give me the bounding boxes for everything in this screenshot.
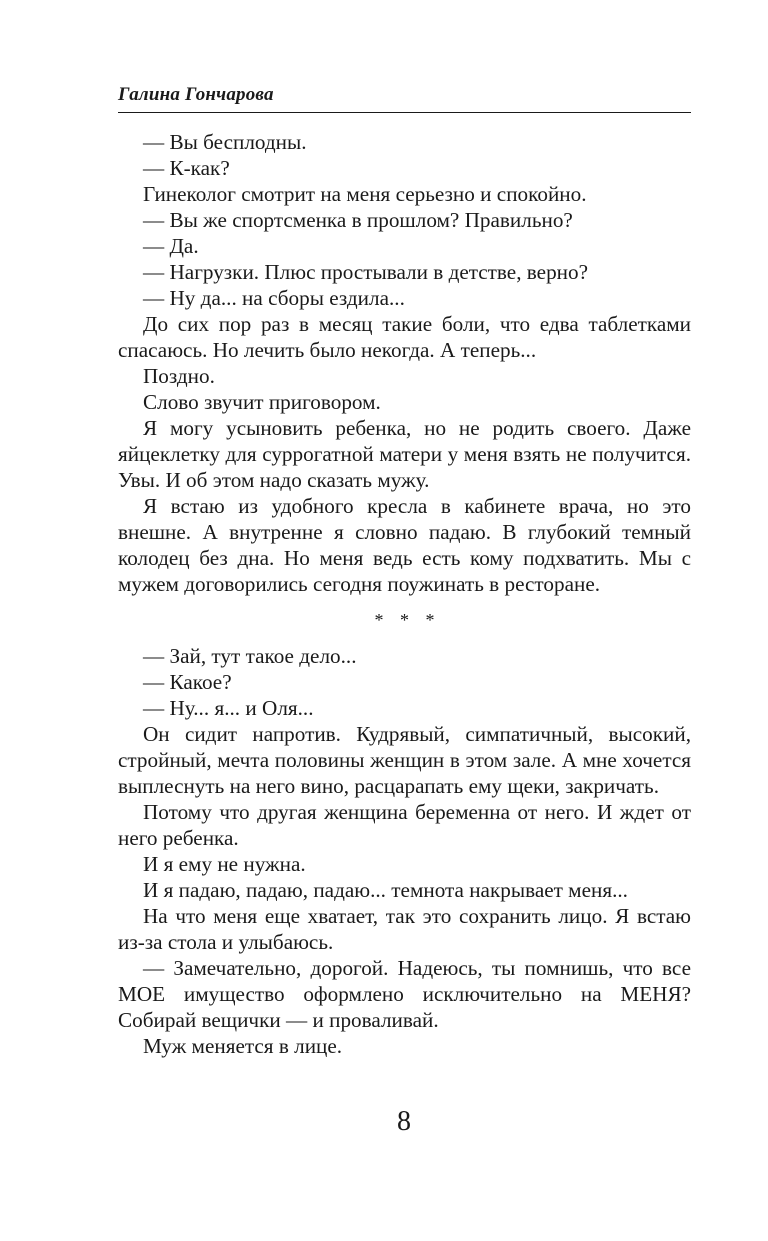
paragraph: — Ну... я... и Оля... xyxy=(143,696,314,720)
paragraph: Слово звучит приговором. xyxy=(143,390,381,414)
paragraph: Муж меняется в лице. xyxy=(143,1034,343,1058)
section-separator: * * * xyxy=(374,610,435,630)
paragraph: — Да. xyxy=(143,234,199,258)
paragraph: — Ну да... на сборы ездила... xyxy=(143,286,405,310)
paragraph: — Вы же спортсменка в прошлом? Правильно? xyxy=(143,208,573,232)
body-text xyxy=(118,129,691,1059)
paragraph: Я могу усыновить ребенка, но не родить своего. Даже яйцеклетку для суррогатной матери у меня взять не получится. Увы. И об этом надо сказать мужу. xyxy=(118,416,691,492)
running-header-author: Галина Гончарова xyxy=(118,84,274,105)
paragraph: Он сидит напротив. Кудрявый, симпатичный, высокий, стройный, мечта половины женщин в этом зале. А мне хочется выплеснуть на него вино, расцарапать ему щеки, закричать. xyxy=(118,722,691,798)
paragraph: Я встаю из удобного кресла в кабинете врача, но это внешне. А внутренне я словно падаю. В глубокий темный колодец без дна. Но меня ведь есть кому подхватить. Мы с мужем договорились сегодня поужинать в ресторане. xyxy=(118,494,691,596)
header-rule xyxy=(118,112,691,113)
paragraph: — Какое? xyxy=(143,670,232,694)
paragraph: Гинеколог смотрит на меня серьезно и спокойно. xyxy=(143,182,587,206)
paragraph: — Нагрузки. Плюс простывали в детстве, верно? xyxy=(143,260,589,284)
paragraph: — Вы бесплодны. xyxy=(143,130,307,154)
paragraph: — Зай, тут такое дело... xyxy=(143,644,357,668)
paragraph: — Замечательно, дорогой. Надеюсь, ты помнишь, что все МОЕ имущество оформлено исключительно на МЕНЯ? Собирай вещички — и проваливай. xyxy=(118,956,691,1032)
page-number: 8 xyxy=(397,1106,411,1137)
paragraph: — К-как? xyxy=(143,156,230,180)
paragraph: Поздно. xyxy=(143,364,215,388)
paragraph: И я падаю, падаю, падаю... темнота накрывает меня... xyxy=(143,878,628,902)
paragraph: На что меня еще хватает, так это сохранить лицо. Я встаю из-за стола и улыбаюсь. xyxy=(118,904,691,954)
paragraph: До сих пор раз в месяц такие боли, что едва таблетками спасаюсь. Но лечить было некогда. А теперь... xyxy=(118,312,691,362)
paragraph: Потому что другая женщина беременна от него. И ждет от него ребенка. xyxy=(118,800,691,850)
paragraph: И я ему не нужна. xyxy=(143,852,306,876)
